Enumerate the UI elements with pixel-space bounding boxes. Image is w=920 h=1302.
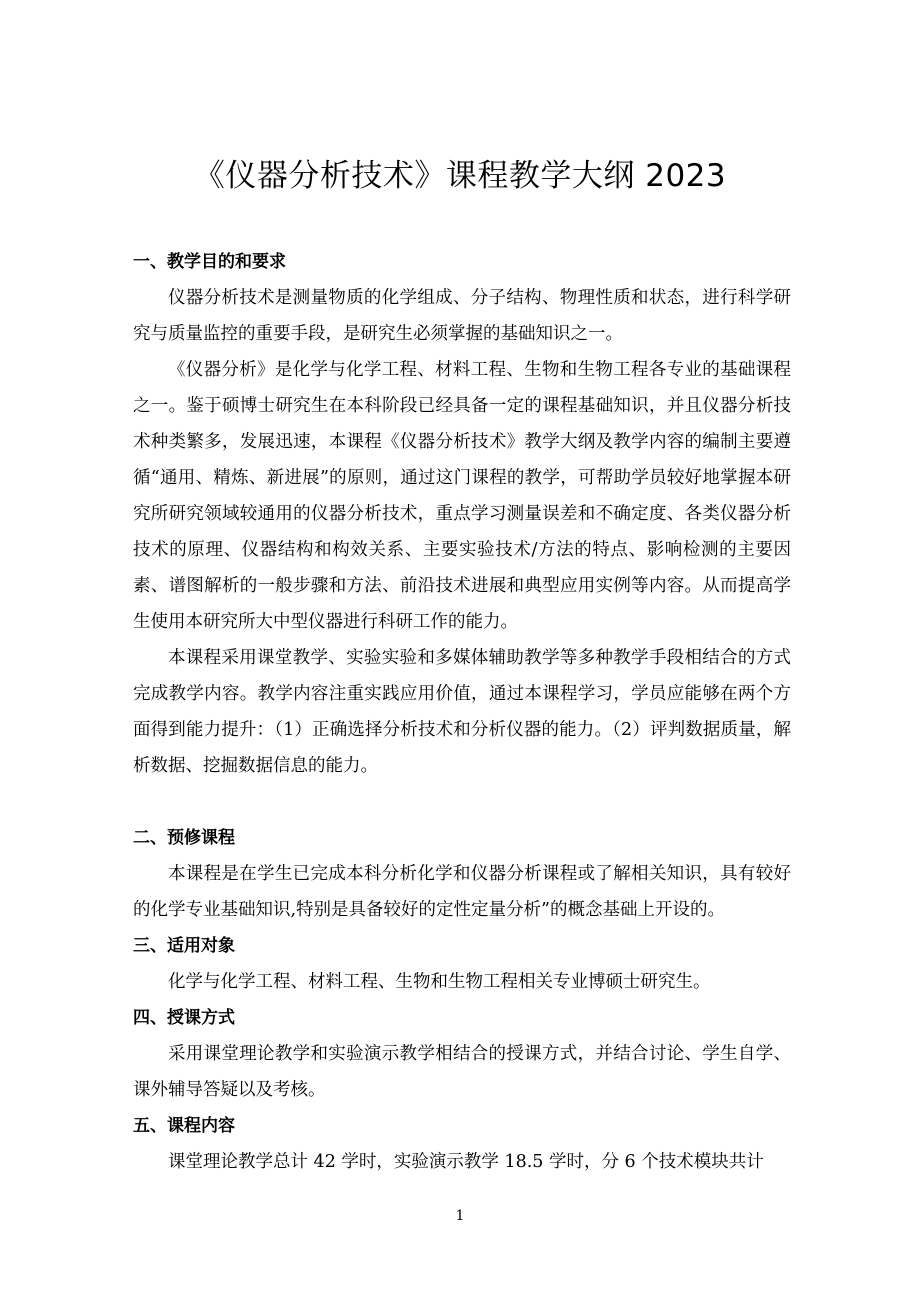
paragraph: 课堂理论教学总计 42 学时，实验演示教学 18.5 学时，分 6 个技术模块共计 [168, 1152, 764, 1172]
document-body [133, 244, 791, 1180]
paragraph: 《仪器分析》是化学与化学工程、材料工程、生物和生物工程各专业的基础课程之一。鉴于硕博士研究生在本科阶段已经具备一定的课程基础知识，并且仪器分析技术种类繁多，发展迅速，本课程《仪器分析技术》教学大纲及教学内容的编制主要遵循“通用、精炼、新进展”的原则，通过这门课程的教学，可帮助学员较好地掌握本研究所研究领域较通用的仪器分析技术，重点学习测量误差和不确定度、各类仪器分析技术的原理、仪器结构和构效关系、主要实验技术/方法的特点、影响检测的主要因素、谱图解析的一般步骤和方法、前沿技术进展和典型应用实例等内容。从而提高学生使用本研究所大中型仪器进行科研工作的能力。 [133, 360, 791, 632]
section-heading-prerequisites: 二、预修课程 [133, 828, 235, 848]
paragraph: 本课程采用课堂教学、实验实验和多媒体辅助教学等多种教学手段相结合的方式完成教学内容。教学内容注重实践应用价值，通过本课程学习，学员应能够在两个方面得到能力提升：（1）正确选择分析技术和分析仪器的能力。（2）评判数据质量，解析数据、挖掘数据信息的能力。 [133, 648, 791, 776]
section-spacer [133, 784, 791, 820]
section-heading-objectives: 一、教学目的和要求 [133, 252, 286, 272]
page-number: 1 [455, 1208, 465, 1224]
paragraph: 采用课堂理论教学和实验演示教学相结合的授课方式，并结合讨论、学生自学、课外辅导答疑以及考核。 [133, 1044, 791, 1100]
section-heading-audience: 三、适用对象 [133, 936, 235, 956]
paragraph: 仪器分析技术是测量物质的化学组成、分子结构、物理性质和状态，进行科学研究与质量监控的重要手段，是研究生必须掌握的基础知识之一。 [133, 288, 791, 344]
section-heading-teaching-method: 四、授课方式 [133, 1008, 235, 1028]
section-heading-course-content: 五、课程内容 [133, 1116, 235, 1136]
page-title: 《仪器分析技术》课程教学大纲 2023 [193, 158, 727, 194]
paragraph: 化学与化学工程、材料工程、生物和生物工程相关专业博硕士研究生。 [168, 972, 711, 992]
paragraph: 本课程是在学生已完成本科分析化学和仪器分析课程或了解相关知识，具有较好的化学专业基础知识,特别是具备较好的定性定量分析”的概念基础上开设的。 [133, 864, 791, 920]
